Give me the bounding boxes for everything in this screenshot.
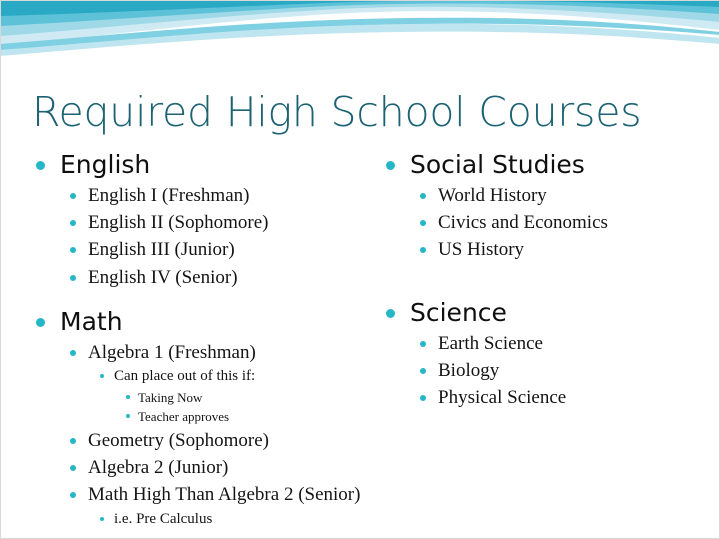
bullet-icon (386, 309, 395, 318)
page-title: Required High School Courses (32, 88, 642, 136)
item-label: Can place out of this if: (114, 368, 256, 385)
content-columns (0, 148, 720, 532)
item-label: Algebra 1 (Freshman) (88, 341, 256, 363)
item-label: Algebra 2 (Junior) (88, 457, 229, 479)
item-label: English I (Freshman) (88, 185, 250, 206)
math-course-list (60, 340, 372, 530)
group-heading: Social Studies (410, 150, 585, 179)
bullet-icon (70, 492, 76, 498)
left-group-list (30, 148, 372, 530)
item-label: Civics and Economics (438, 212, 608, 234)
group-heading: English (60, 150, 151, 179)
algebra1-note-list (88, 366, 372, 427)
bullet-icon (420, 247, 426, 253)
placement-condition-list (114, 388, 372, 427)
science-course-list (410, 331, 720, 412)
item-label: English III (Junior) (88, 239, 235, 261)
list-item (410, 183, 720, 209)
list-item (410, 385, 720, 411)
bullet-icon (70, 438, 76, 444)
bullet-icon (36, 318, 45, 327)
list-item (60, 340, 372, 427)
group-math (30, 305, 372, 530)
list-item (60, 210, 372, 236)
bullet-icon (70, 193, 76, 199)
list-item (60, 455, 372, 481)
list-item (410, 210, 720, 236)
group-heading: Math (60, 306, 123, 336)
list-item (60, 482, 372, 530)
item-label: i.e. Pre Calculus (114, 510, 213, 527)
bullet-icon (386, 161, 395, 170)
left-column (0, 148, 372, 532)
bullet-icon (420, 341, 426, 347)
bullet-icon (420, 193, 426, 199)
list-item (410, 331, 720, 357)
bullet-icon (420, 395, 426, 401)
list-item (88, 366, 372, 427)
bullet-icon (70, 465, 76, 471)
bullet-icon (36, 161, 45, 170)
bullet-icon (126, 414, 130, 418)
right-group-list (380, 148, 720, 411)
social-studies-course-list (410, 183, 720, 264)
higher-math-note-list (88, 509, 372, 531)
item-label: Earth Science (438, 332, 543, 354)
item-label: Math High Than Algebra 2 (Senior) (88, 484, 361, 506)
item-label: English IV (Senior) (88, 266, 238, 288)
item-label: Geometry (Sophomore) (88, 429, 269, 451)
bullet-icon (70, 247, 76, 253)
item-label: Taking Now (138, 389, 203, 405)
item-label: World History (438, 185, 547, 206)
list-item (88, 509, 372, 531)
item-label: Physical Science (438, 387, 567, 409)
right-column (372, 148, 720, 532)
bullet-icon (70, 220, 76, 226)
list-item (114, 407, 372, 427)
list-item (114, 388, 372, 408)
bullet-icon (420, 220, 426, 226)
english-course-list (60, 183, 372, 291)
decorative-banner (0, 0, 720, 56)
group-heading: Science (410, 297, 507, 327)
item-label: Teacher approves (138, 409, 230, 425)
list-item (60, 237, 372, 263)
list-item (60, 183, 372, 209)
group-english (30, 148, 372, 291)
list-item (410, 237, 720, 263)
bullet-icon (100, 374, 104, 378)
list-item (410, 358, 720, 384)
group-science (380, 296, 720, 412)
bullet-icon (70, 275, 76, 281)
item-label: English II (Sophomore) (88, 212, 269, 234)
bullet-icon (420, 368, 426, 374)
list-item (60, 428, 372, 454)
group-social-studies (380, 148, 720, 264)
bullet-icon (100, 517, 104, 521)
item-label: US History (438, 239, 525, 261)
item-label: Biology (438, 359, 500, 381)
list-item (60, 265, 372, 291)
bullet-icon (126, 395, 130, 399)
bullet-icon (70, 350, 76, 356)
